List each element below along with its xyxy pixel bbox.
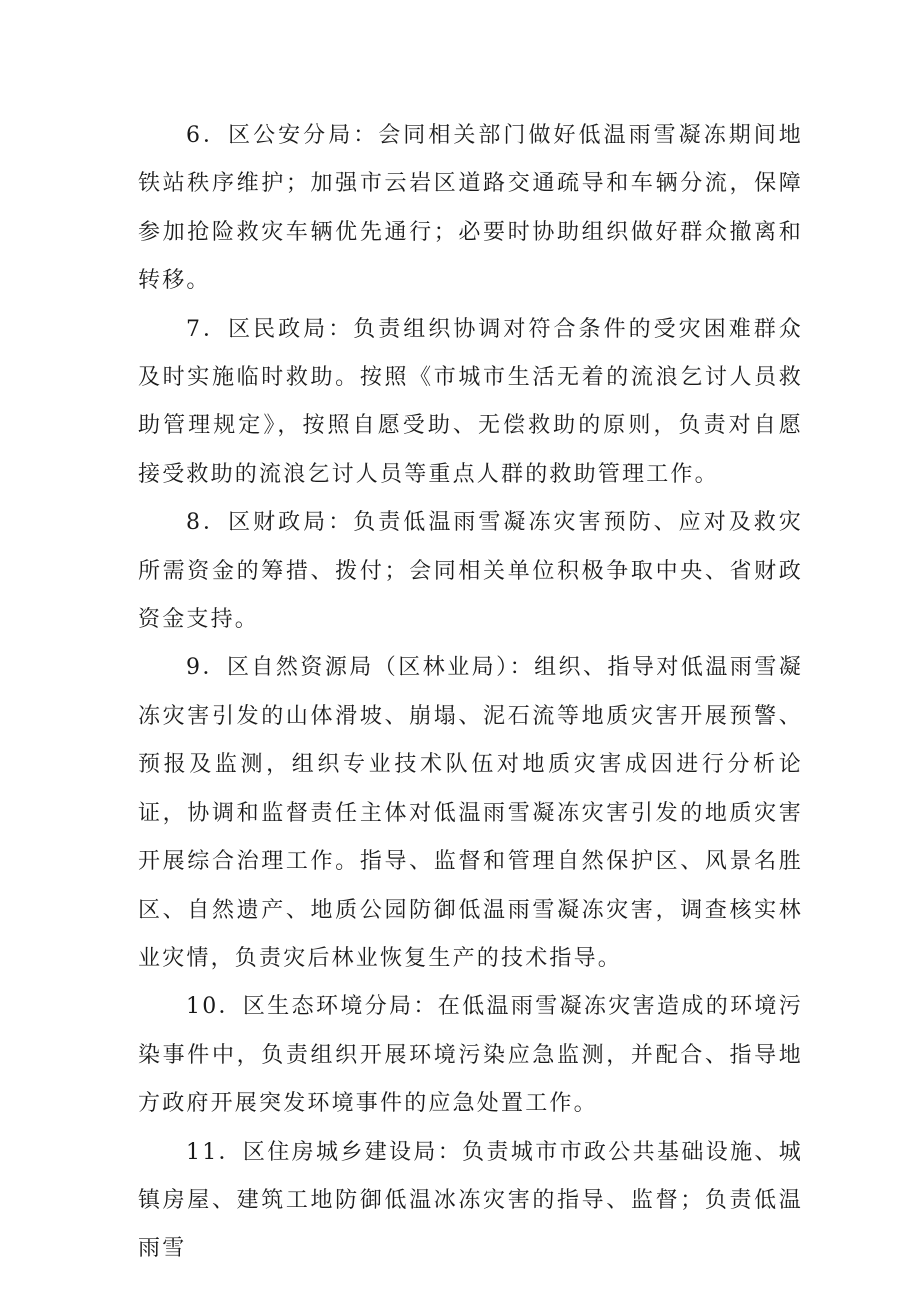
document-body	[138, 112, 803, 1274]
paragraph-housing-construction: 11．区住房城乡建设局：负责城市市政公共基础设施、城镇房屋、建筑工地防御低温冰冻灾害的指导、监督；负责低温雨雪	[138, 1139, 803, 1262]
paragraph-ecology-environment: 10．区生态环境分局：在低温雨雪凝冻灾害造成的环境污染事件中，负责组织开展环境污染应急监测，并配合、指导地方政府开展突发环境事件的应急处置工作。	[138, 994, 803, 1117]
paragraph-civil-affairs: 7．区民政局：负责组织协调对符合条件的受灾困难群众及时实施临时救助。按照《市城市生活无着的流浪乞讨人员救助管理规定》，按照自愿受助、无偿救助的原则，负责对自愿接受救助的流浪乞讨人员等重点人群的救助管理工作。	[138, 316, 803, 487]
paragraph-finance: 8．区财政局：负责低温雨雪凝冻灾害预防、应对及救灾所需资金的筹措、拨付；会同相关单位积极争取中央、省财政资金支持。	[138, 510, 803, 633]
paragraph-public-security: 6．区公安分局：会同相关部门做好低温雨雪凝冻期间地铁站秩序维护；加强市云岩区道路交通疏导和车辆分流，保障参加抢险救灾车辆优先通行；必要时协助组织做好群众撤离和转移。	[138, 123, 803, 294]
paragraph-natural-resources: 9．区自然资源局（区林业局）：组织、指导对低温雨雪凝冻灾害引发的山体滑坡、崩塌、泥石流等地质灾害开展预警、预报及监测，组织专业技术队伍对地质灾害成因进行分析论证，协调和监督责任主体对低温雨雪凝冻灾害引发的地质灾害开展综合治理工作。指导、监督和管理自然保护区、风景名胜区、自然遗产、地质公园防御低温雨雪凝冻灾害，调查核实林业灾情，负责灾后林业恢复生产的技术指导。	[138, 655, 803, 971]
